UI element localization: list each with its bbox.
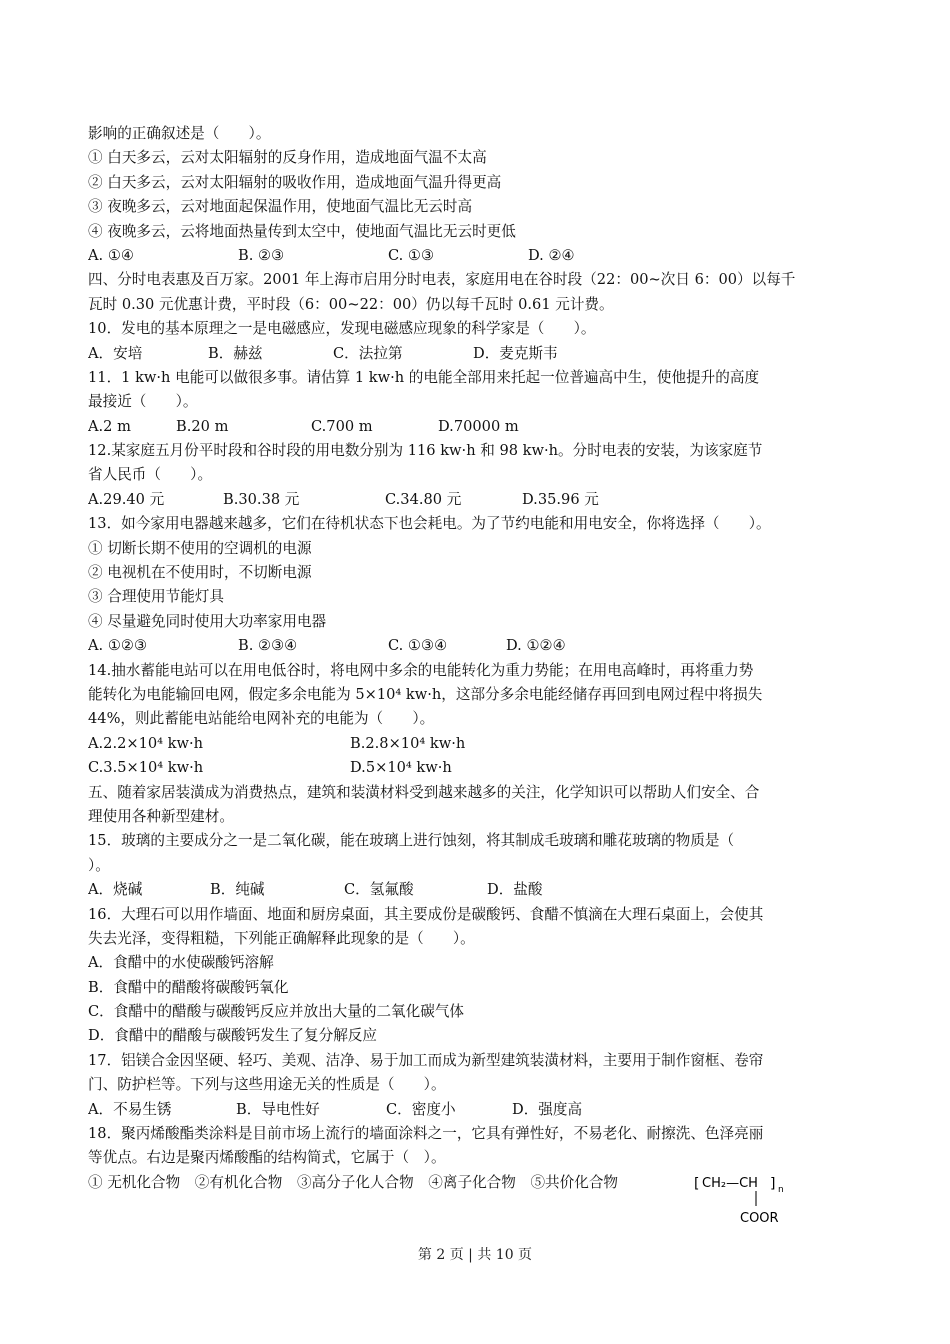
formula-main: CH₂—CH xyxy=(702,1176,758,1191)
option: A. ①②③ xyxy=(88,637,148,655)
question-stem: 最接近（ ）。 xyxy=(88,393,198,411)
question-stem: 14.抽水蓄能电站可以在用电低谷时，将电网中多余的电能转化为重力势能；在用电高峰时，再将重力势 xyxy=(88,661,754,679)
text-line: ④ 夜晚多云，云将地面热量传到太空中，使地面气温比无云时更低 xyxy=(88,222,516,240)
option: A．安培 xyxy=(88,344,143,362)
question-stem: 等优点。右边是聚丙烯酸酯的结构简式，它属于（ ）。 xyxy=(88,1149,446,1167)
formula-subscript: n xyxy=(778,1185,784,1195)
option: D.5×10⁴ kw·h xyxy=(350,759,452,777)
question-stem: 省人民币（ ）。 xyxy=(88,466,213,484)
option: D. ②④ xyxy=(528,246,575,264)
options-row xyxy=(88,342,866,366)
option: C.3.5×10⁴ kw·h xyxy=(88,759,204,777)
option: D．强度高 xyxy=(512,1100,583,1118)
option: C．密度小 xyxy=(386,1100,456,1118)
section-heading: 四、分时电表惠及百万家。2001 年上海市启用分时电表，家庭用电在谷时段（22：00~次日 6：00）以每千 xyxy=(88,271,796,289)
question-stem: 门、防护栏等。下列与这些用途无关的性质是（ ）。 xyxy=(88,1076,446,1094)
question-stem: 10．发电的基本原理之一是电磁感应，发现电磁感应现象的科学家是（ ）。 xyxy=(88,320,596,338)
options-row xyxy=(88,1098,866,1122)
option: D.35.96 元 xyxy=(522,490,599,508)
options-row xyxy=(88,415,866,439)
page-footer: 第 2 页 | 共 10 页 xyxy=(417,1247,533,1263)
text-line: ③ 夜晚多云，云对地面起保温作用，使地面气温比无云时高 xyxy=(88,198,473,216)
options-row xyxy=(88,756,866,780)
question-stem: ）。 xyxy=(88,856,110,874)
text-line: 理使用各种新型建材。 xyxy=(88,807,234,825)
question-stem: 17．铝镁合金因坚硬、轻巧、美观、洁净、易于加工而成为新型建筑装潢材料，主要用于制作窗框、卷帘 xyxy=(88,1051,764,1069)
text-line: 影响的正确叙述是（ ）。 xyxy=(88,125,271,142)
bracket-left: [ xyxy=(694,1176,700,1192)
option: B. ②③ xyxy=(238,246,285,264)
options-row xyxy=(88,634,866,658)
question-stem: 44%，则此蓄能电站能给电网补充的电能为（ ）。 xyxy=(88,710,435,728)
question-stem: 12.某家庭五月份平时段和谷时段的用电数分别为 116 kw·h 和 98 kw·h。分时电表的安装，为该家庭节 xyxy=(88,442,763,460)
text-line: ② 电视机在不使用时，不切断电源 xyxy=(88,564,312,582)
options-row xyxy=(88,244,866,268)
option: D．食醋中的醋酸与碳酸钙发生了复分解反应 xyxy=(88,1027,377,1045)
option: C.700 m xyxy=(311,417,373,435)
option: B.2.8×10⁴ kw·h xyxy=(350,734,466,752)
option: C. ①③ xyxy=(388,246,435,264)
option: D.70000 m xyxy=(438,417,519,435)
option: D．麦克斯韦 xyxy=(473,344,558,362)
option: A．不易生锈 xyxy=(88,1100,172,1118)
question-stem: 能转化为电能输回电网，假定多余电能为 5×10⁴ kw·h，这部分多余电能经储存再回到电网过程中将损失 xyxy=(88,685,763,703)
options-row xyxy=(88,732,866,756)
text-line: ① 白天多云，云对太阳辐射的反身作用，造成地面气温不太高 xyxy=(88,149,487,167)
option: B．赫兹 xyxy=(208,344,263,362)
question-stem: 15．玻璃的主要成分之一是二氧化碳，能在玻璃上进行蚀刻，将其制成毛玻璃和雕花玻璃的物质是（ xyxy=(88,832,735,850)
section-heading: 五、随着家居装潢成为消费热点，建筑和装潢材料受到越来越多的关注，化学知识可以帮助人们安全、合 xyxy=(88,783,760,801)
option: B．导电性好 xyxy=(236,1100,320,1118)
option: B. ②③④ xyxy=(238,637,298,655)
option: C．食醋中的醋酸与碳酸钙反应并放出大量的二氧化碳气体 xyxy=(88,1003,465,1021)
question-stem: 13．如今家用电器越来越多，它们在待机状态下也会耗电。为了节约电能和用电安全，你将选择（ ）。 xyxy=(88,515,771,533)
question-stem: 11．1 kw·h 电能可以做很多事。请估算 1 kw·h 的电能全部用来托起一位普遍高中生，使他提升的高度 xyxy=(88,368,760,386)
option: A.2 m xyxy=(88,417,131,435)
option: A.2.2×10⁴ kw·h xyxy=(88,734,204,752)
option: B．食醋中的醋酸将碳酸钙氧化 xyxy=(88,978,289,996)
options-row xyxy=(88,488,866,512)
options-row xyxy=(88,878,866,902)
question-stem: ① 无机化合物 ②有机化合物 ③高分子化人合物 ④离子化合物 ⑤共价化合物 xyxy=(88,1173,619,1191)
option: C.34.80 元 xyxy=(385,490,462,508)
option: C．氢氟酸 xyxy=(344,881,414,899)
question-stem: 18．聚丙烯酸酯类涂料是目前市场上流行的墙面涂料之一，它具有弹性好，不易老化、耐擦洗、色泽亮丽 xyxy=(88,1125,764,1143)
document-body xyxy=(88,122,866,1195)
formula-group: COOR xyxy=(740,1211,779,1226)
option: D．盐酸 xyxy=(487,881,543,899)
bracket-right: ] xyxy=(770,1176,776,1192)
option: D. ①②④ xyxy=(506,637,566,655)
option: A. ①④ xyxy=(88,246,134,264)
question-stem: 16．大理石可以用作墙面、地面和厨房桌面，其主要成份是碳酸钙、食醋不慎滴在大理石桌面上，会使其 xyxy=(88,905,764,923)
text-line: ④ 尽量避免同时使用大功率家用电器 xyxy=(88,612,327,630)
text-line: ③ 合理使用节能灯具 xyxy=(88,588,224,606)
option: C．法拉第 xyxy=(333,344,403,362)
option: B.30.38 元 xyxy=(223,490,300,508)
question-stem: 失去光泽，变得粗糙，下列能正确解释此现象的是（ ）。 xyxy=(88,929,475,947)
text-line: ② 白天多云，云对太阳辐射的吸收作用，造成地面气温升得更高 xyxy=(88,173,502,191)
option: A．烧碱 xyxy=(88,881,143,899)
option: A.29.40 元 xyxy=(88,490,165,508)
text-line: ① 切断长期不使用的空调机的电源 xyxy=(88,539,312,557)
option: B.20 m xyxy=(176,417,229,435)
text-line: 瓦时 0.30 元优惠计费，平时段（6：00~22：00）仍以每千瓦时 0.61 元计费。 xyxy=(88,295,614,313)
polyacrylate-structural-formula xyxy=(690,1170,810,1230)
option: A．食醋中的水使碳酸钙溶解 xyxy=(88,954,274,972)
option: C. ①③④ xyxy=(388,637,448,655)
option: B．纯碱 xyxy=(210,881,265,899)
